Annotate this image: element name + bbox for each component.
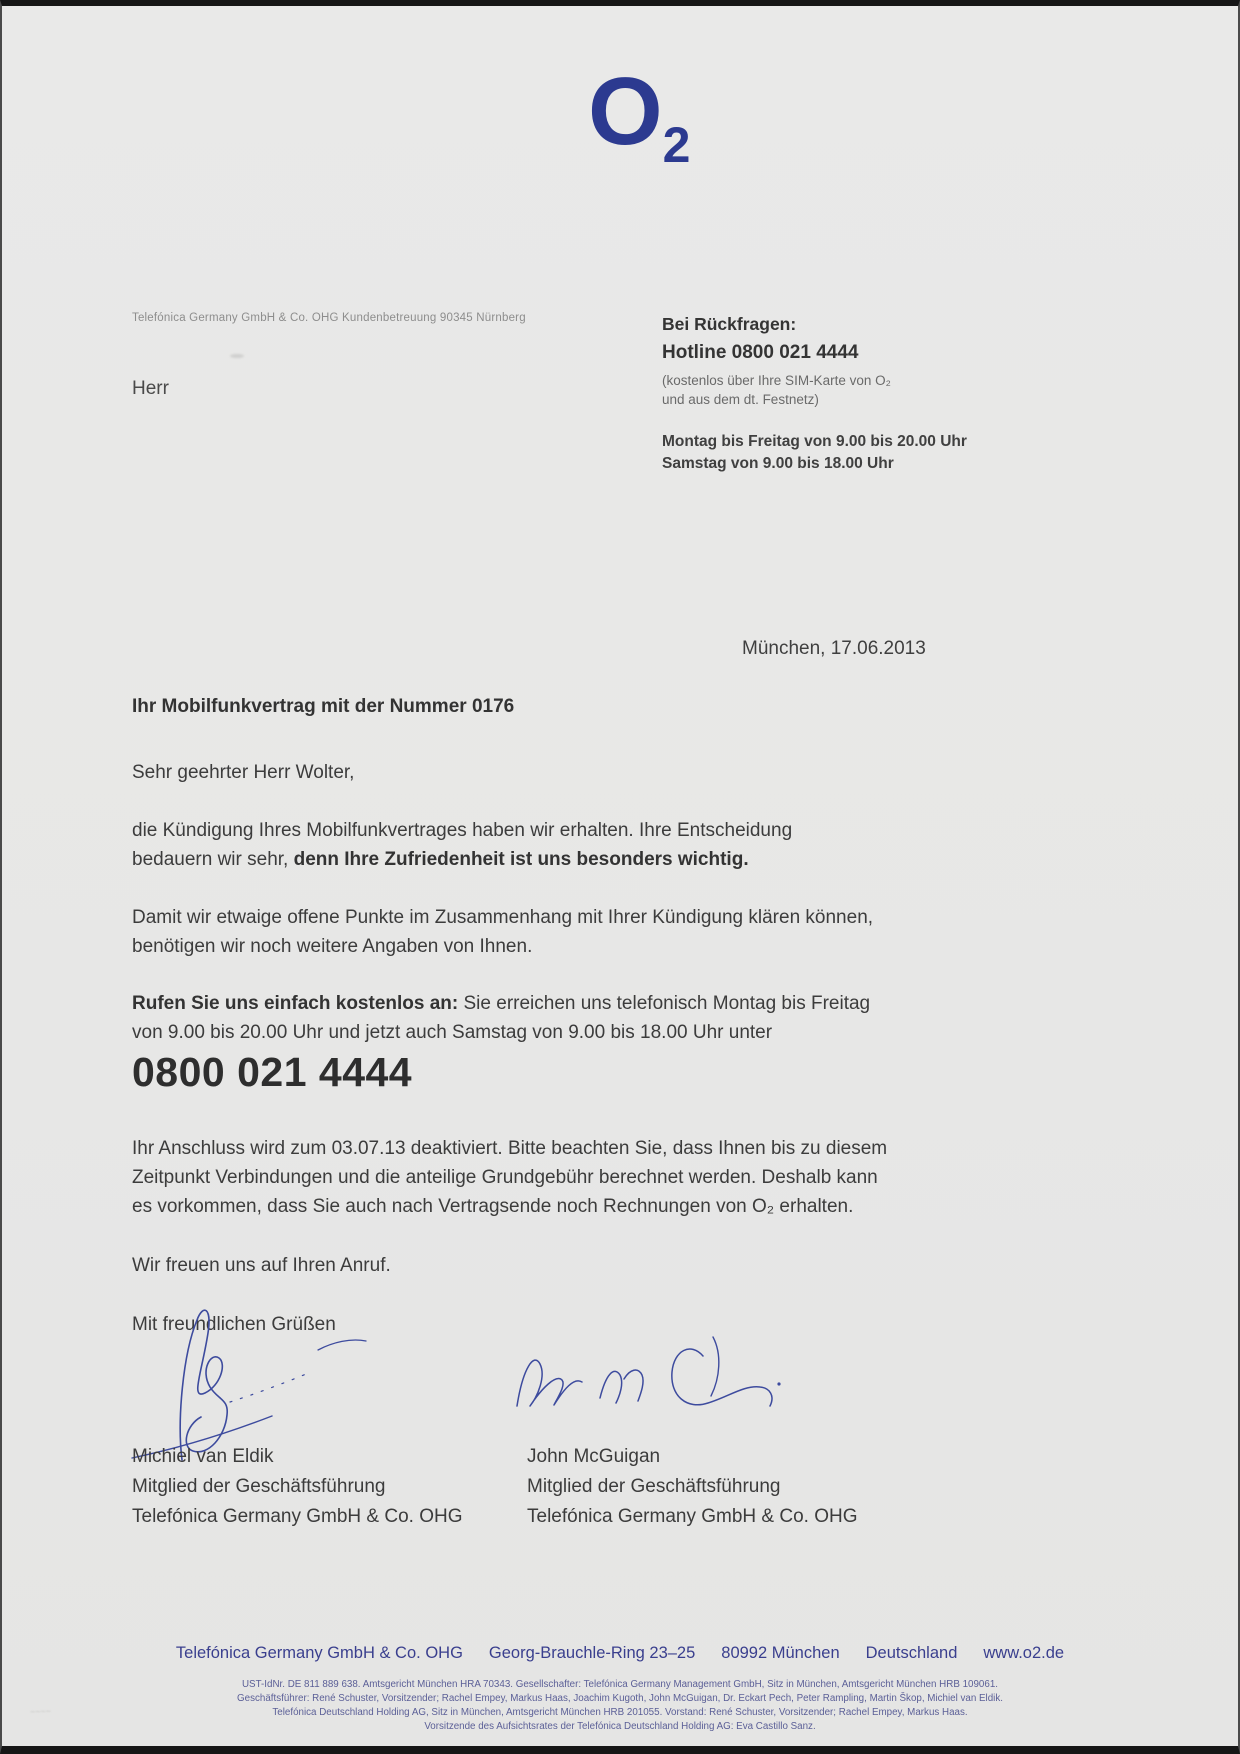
paragraph-3-line1-normal: Sie erreichen uns telefonisch Montag bis Freitag [458,993,871,1014]
paragraph-1-line2 [132,845,1012,874]
fine-print-line1: UST-IdNr. DE 811 889 638. Amtsgericht München HRA 70343. Gesellschafter: Telefónica Germany Management GmbH, Sitz in München, Amtsgericht München HRB 109061. [241,1679,998,1690]
hotline-number: Hotline 0800 021 4444 [662,342,859,363]
o2-logo-subscript: 2 [662,117,691,173]
paragraph-1 [132,816,1012,874]
signer-role: Mitglied der Geschäftsführung [132,1476,386,1497]
hotline-note-line1: (kostenlos über Ihre SIM-Karte von O₂ [662,373,891,388]
contact-heading: Bei Rückfragen: [662,314,797,334]
signer-name: John McGuigan [527,1446,661,1467]
phone-number-large: 0800 021 4444 [132,1049,413,1095]
signer-company: Telefónica Germany GmbH & Co. OHG [527,1506,858,1527]
closing-call-invite: Wir freuen uns auf Ihren Anruf. [132,1255,391,1276]
paragraph-1-line2-bold: denn Ihre Zufriedenheit ist uns besonders wichtig. [293,849,749,870]
paragraph-4-line1: Ihr Anschluss wird zum 03.07.13 deaktiviert. Bitte beachten Sie, dass Ihnen bis zu diesem [132,1138,888,1159]
footer-country: Deutschland [865,1644,958,1662]
paragraph-4 [132,1134,1012,1221]
scan-smudge [230,354,244,358]
signer-block-mcguigan [527,1442,858,1532]
paragraph-4-line2: Zeitpunkt Verbindungen und die anteilige Grundgebühr berechnet werden. Deshalb kann [132,1167,878,1188]
contact-info-block [662,314,992,475]
hours-weekdays: Montag bis Freitag von 9.00 bis 20.00 Uhr [662,433,967,450]
footer-address: Georg-Brauchle-Ring 23–25 [488,1644,696,1662]
paragraph-1-line2-normal: bedauern wir sehr, [132,849,294,870]
paragraph-3 [132,989,1012,1047]
closing-greeting: Mit freundlichen Grüßen [132,1314,336,1335]
fine-print-line3: Telefónica Deutschland Holding AG, Sitz in München, Amtsgericht München HRB 201055. Vorstand: René Schuster, Vorsitzender; Rachel Empey, Markus Haas. [272,1707,968,1718]
paragraph-2-line2: benötigen wir noch weitere Angaben von Ihnen. [132,936,533,957]
footer-company: Telefónica Germany GmbH & Co. OHG [175,1644,463,1662]
letter-salutation: Sehr geehrter Herr Wolter, [132,762,355,783]
signer-name: Michiel van Eldik [132,1446,274,1467]
hours-saturday: Samstag von 9.00 bis 18.00 Uhr [662,455,894,472]
footer-fine-print [2,1678,1238,1734]
paragraph-2-line1: Damit wir etwaige offene Punkte im Zusammenhang mit Ihrer Kündigung klären können, [132,907,874,928]
signature-ink-mcguigan [507,1324,787,1439]
o2-logo-letter: O [588,58,661,165]
footer-url: www.o2.de [983,1644,1065,1662]
paragraph-1-line1: die Kündigung Ihres Mobilfunkvertrages haben wir erhalten. Ihre Entscheidung [132,820,793,841]
paragraph-3-line1-bold: Rufen Sie uns einfach kostenlos an: [132,993,459,1014]
signer-role: Mitglied der Geschäftsführung [527,1476,781,1497]
signer-block-van-eldik [132,1442,463,1532]
fine-print-line4: Vorsitzende des Aufsichtsrates der Telefónica Deutschland Holding AG: Eva Castillo Sanz. [424,1721,816,1732]
o2-logo [588,58,691,173]
footer-city: 80992 München [721,1644,840,1662]
paragraph-3-line2: von 9.00 bis 20.00 Uhr und jetzt auch Samstag von 9.00 bis 18.00 Uhr unter [132,1022,773,1043]
fine-print-line2: Geschäftsführer: René Schuster, Vorsitzender; Rachel Empey, Markus Haas, Joachim Kugoth, John McGuigan, Dr. Eckart Pech, Peter Rampling, Martin Škop, Michiel van Eldik. [237,1693,1003,1704]
paragraph-2 [132,903,1012,961]
date-line: München, 17.06.2013 [742,638,926,659]
signer-company: Telefónica Germany GmbH & Co. OHG [132,1506,463,1527]
hotline-note-line2: und aus dem dt. Festnetz) [662,392,819,407]
sender-return-address: Telefónica Germany GmbH & Co. OHG Kundenbetreuung 90345 Nürnberg [132,312,526,324]
paragraph-4-line3: es vorkommen, dass Sie auch nach Vertragsende noch Rechnungen von O₂ erhalten. [132,1196,854,1217]
scan-artifact: ~~~~ [29,1706,52,1717]
recipient-salutation: Herr [132,378,169,399]
subject-line: Ihr Mobilfunkvertrag mit der Nummer 0176 [132,696,515,717]
paragraph-3-line1 [132,989,1012,1018]
footer-company-line [2,1644,1238,1663]
